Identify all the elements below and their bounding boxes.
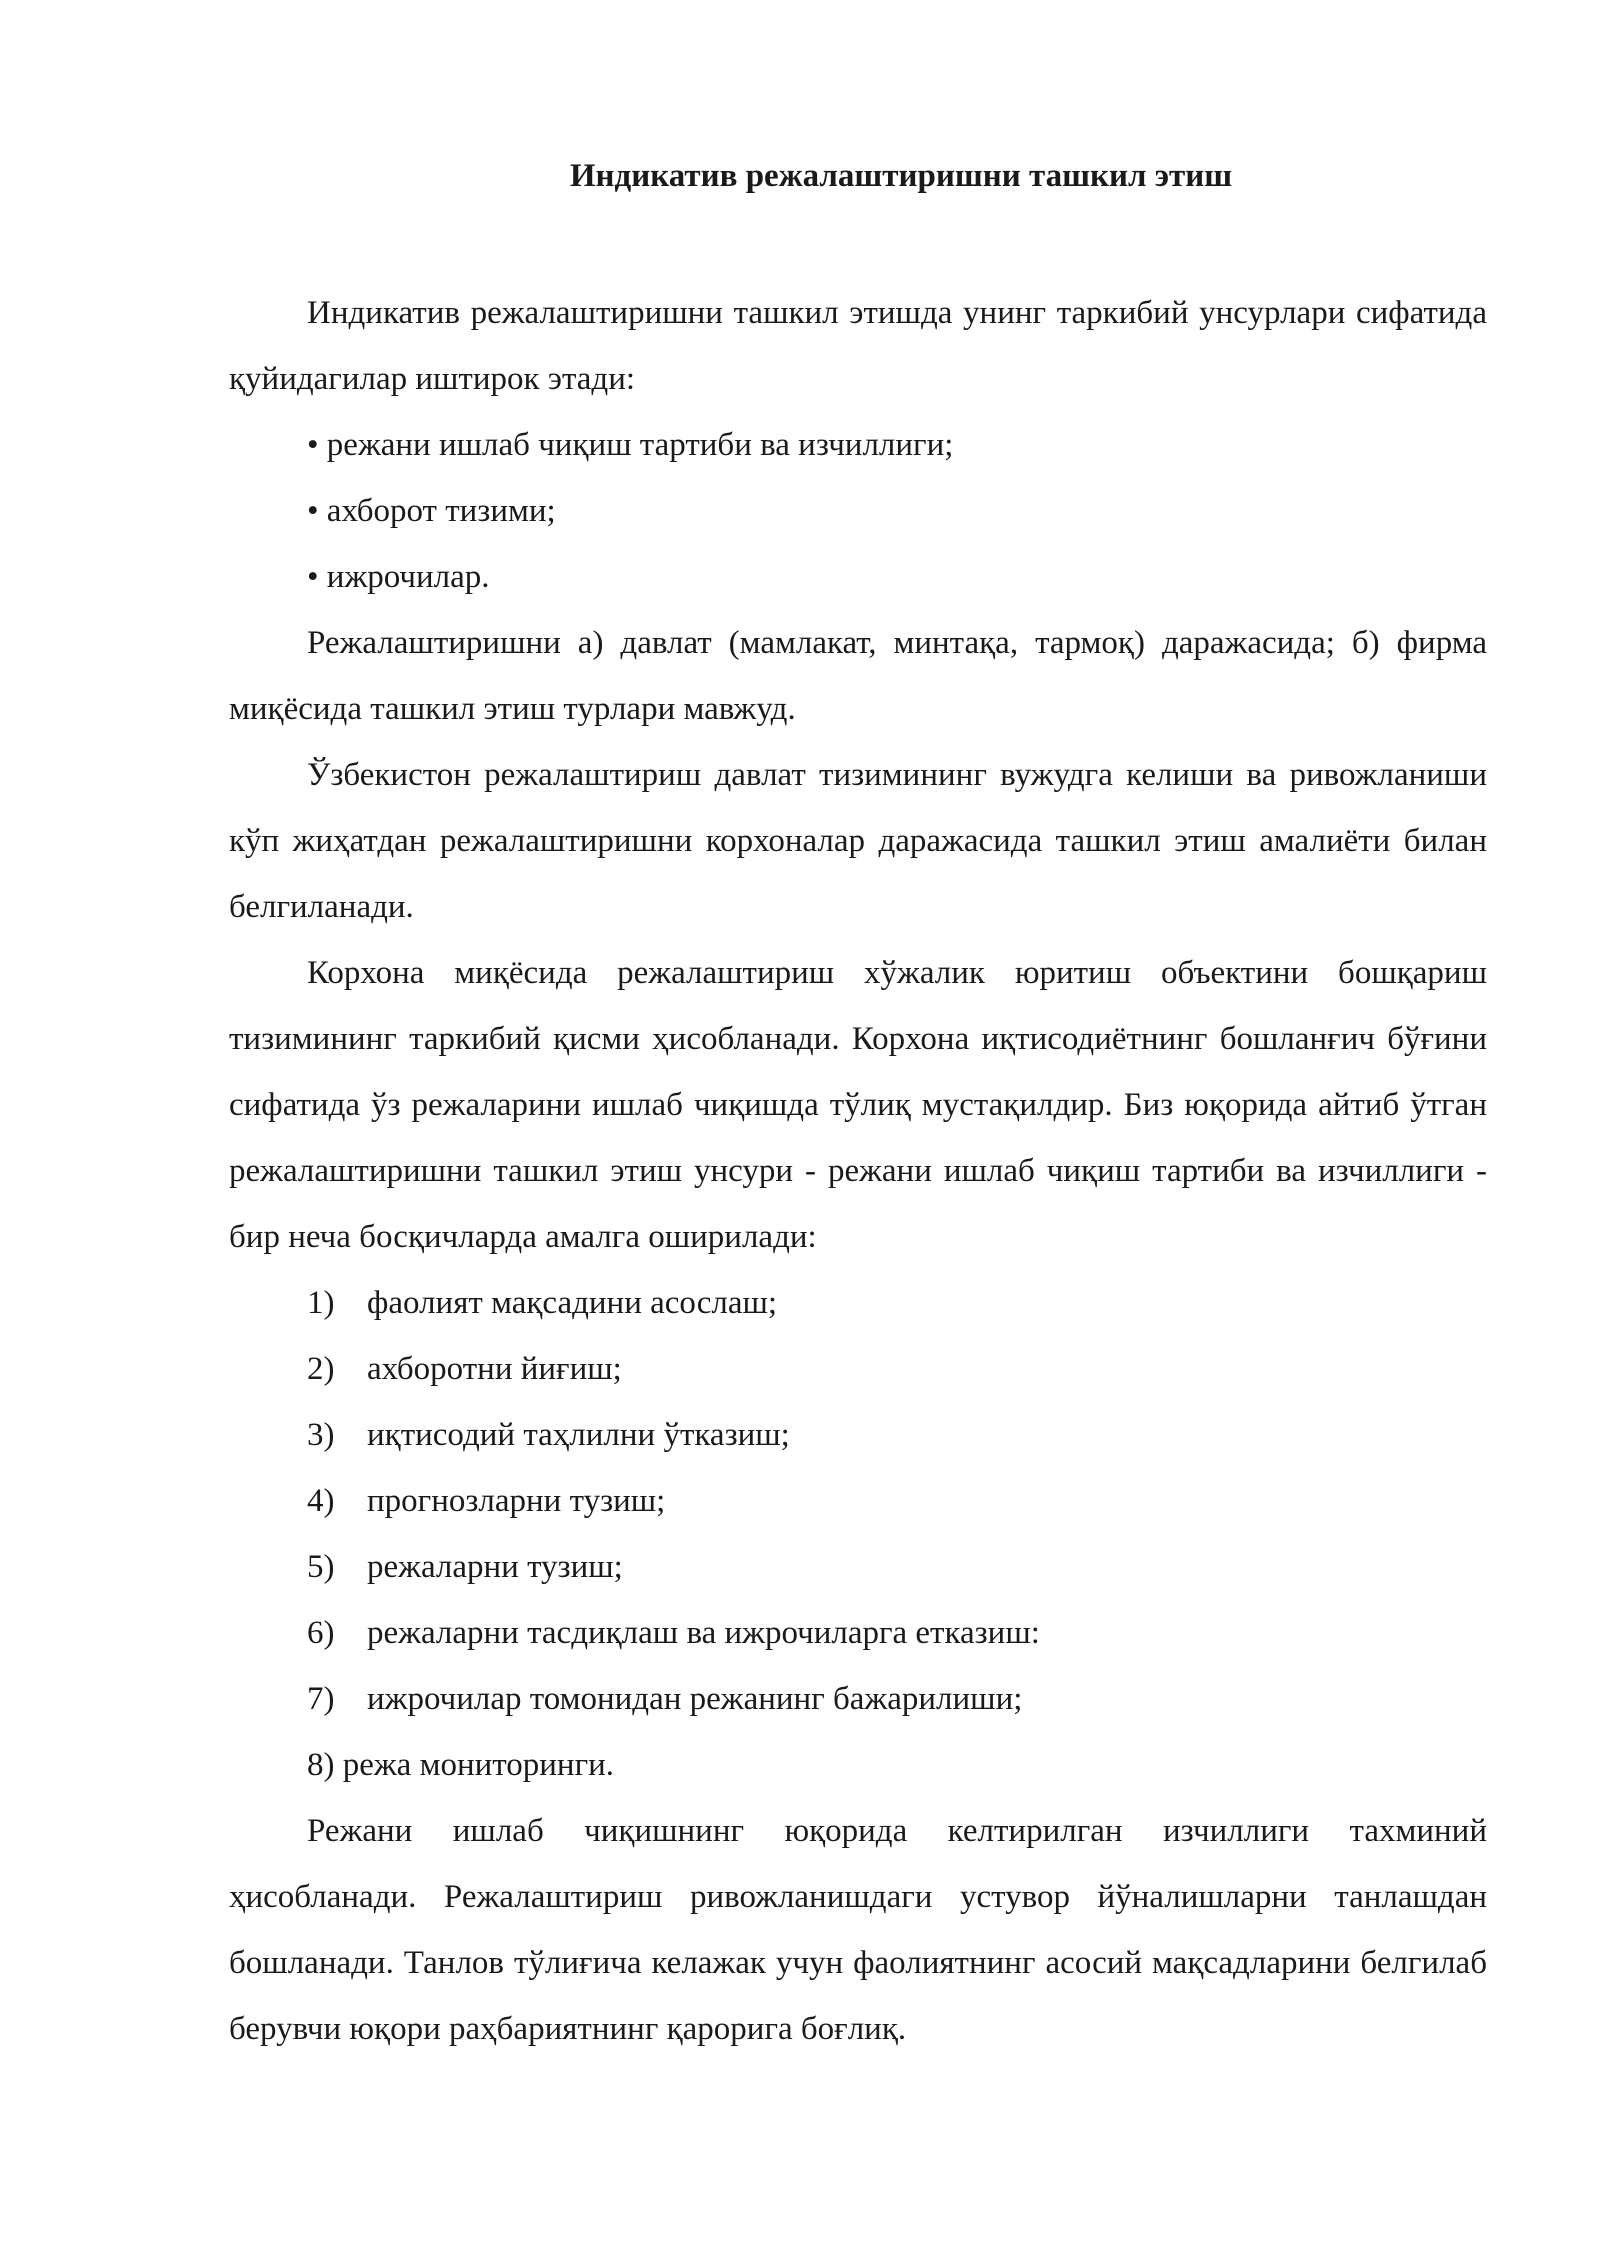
enterprise-paragraph: Корхона миқёсида режалаштириш хўжалик юритиш объектини бошқариш тизимининг таркибий қисми ҳисобланади. Корхона иқтисодиётнинг бошланғич бўғини сифатида ўз режаларини ишлаб чиқишда тўлиқ мустақилдир. Биз юқорида айтиб ўтган режалаштиришни ташкил этиш унсури - режани ишлаб чиқиш тартиби ва изчиллиги - бир неча босқичларда амалга оширилади:	[229, 955, 1487, 1255]
step-text: прогнозларни тузиш;	[367, 1483, 666, 1519]
step-text: ахборотни йиғиш;	[367, 1351, 622, 1387]
bullet-item: • режани ишлаб чиқиш тартиби ва изчиллиги;	[307, 427, 954, 463]
step-text: фаолият мақсадини асослаш;	[367, 1285, 778, 1321]
step-text: иқтисодий таҳлилни ўтказиш;	[367, 1417, 790, 1453]
uzbekistan-paragraph: Ўзбекистон режалаштириш давлат тизимининг вужудга келиши ва ривожланиши кўп жиҳатдан режалаштиришни корхоналар даражасида ташкил этиш амалиёти билан белгиланади.	[229, 757, 1487, 925]
bullet-item: • ижрочилар.	[307, 559, 490, 595]
step-number: 3)	[307, 1417, 335, 1453]
step-item	[229, 1402, 1487, 1468]
step-number: 1)	[307, 1285, 335, 1321]
document-title: Индикатив режалаштиришни ташкил этиш	[569, 158, 1233, 194]
step-text: ижрочилар томонидан режанинг бажарилиши;	[367, 1681, 1023, 1717]
step-text: режаларни тасдиқлаш ва ижрочиларга етказиш:	[367, 1615, 1040, 1651]
step-number: 2)	[307, 1351, 335, 1387]
step-item	[229, 1600, 1487, 1666]
step-item	[229, 1468, 1487, 1534]
step-number: 7)	[307, 1681, 335, 1717]
step-number: 6)	[307, 1615, 335, 1651]
step-number: 5)	[307, 1549, 335, 1585]
step-item	[229, 1666, 1487, 1732]
conclusion-paragraph: Режани ишлаб чиқишнинг юқорида келтирилган изчиллиги тахминий ҳисобланади. Режалаштириш ривожланишдаги устувор йўналишларни танлашдан бошланади. Танлов тўлиғича келажак учун фаолиятнинг асосий мақсадларини белгилаб берувчи юқори раҳбариятнинг қарорига боғлиқ.	[229, 1813, 1487, 2047]
bullet-item: • ахборот тизими;	[307, 493, 556, 529]
step-item	[229, 1336, 1487, 1402]
document-body	[229, 280, 1487, 2062]
step-item	[229, 1534, 1487, 1600]
intro-paragraph: Индикатив режалаштиришни ташкил этишда унинг таркибий унсурлари сифатида қуйидагилар иштирок этади:	[229, 295, 1487, 397]
step-text: режаларни тузиш;	[367, 1549, 623, 1585]
step-item: 8) режа мониторинги.	[307, 1747, 615, 1783]
levels-paragraph: Режалаштиришни а) давлат (мамлакат, минтақа, тармоқ) даражасида; б) фирма миқёсида ташкил этиш турлари мавжуд.	[229, 625, 1487, 727]
step-item	[229, 1270, 1487, 1336]
step-number: 4)	[307, 1483, 335, 1519]
